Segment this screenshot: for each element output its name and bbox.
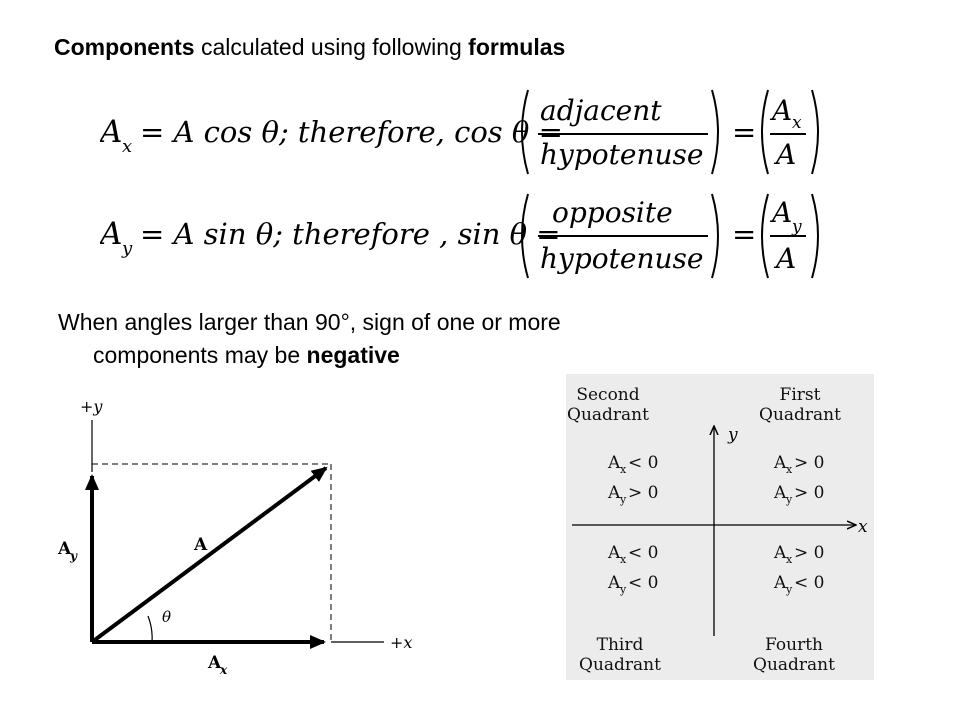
q4-ay-rel: < 0	[794, 573, 825, 593]
fx-eq: =	[732, 115, 757, 149]
fy-num2: A	[772, 196, 793, 229]
ax-sub: x	[220, 663, 228, 677]
first-quadrant-line1: First	[779, 385, 821, 405]
ay-label: A	[58, 539, 72, 559]
q3-ax-rel: < 0	[628, 543, 659, 563]
q1-ax-rel: > 0	[794, 453, 825, 473]
fx-den1: hypotenuse	[540, 138, 704, 171]
vector-figure	[56, 392, 436, 688]
fy-den1: hypotenuse	[540, 242, 704, 275]
title-formulas: formulas	[468, 34, 566, 60]
q3-ax-a: A	[608, 543, 621, 563]
title-components: Components	[54, 34, 195, 60]
q3-ax-sub: x	[620, 553, 627, 566]
formula-ay	[100, 188, 840, 288]
title-middle: calculated using following	[194, 34, 469, 60]
plus-y-label: +y	[80, 397, 103, 416]
q2-ax-rel: < 0	[628, 453, 659, 473]
a-vector	[92, 468, 326, 642]
fx-paren-l2	[762, 90, 768, 174]
fy-lhs-sub: y	[122, 238, 133, 259]
q2-ay-sub: y	[620, 493, 627, 506]
ay-sub: y	[70, 549, 77, 563]
formula-ax	[100, 82, 840, 182]
ax-label: A	[208, 653, 222, 673]
plus-x-label: +x	[390, 633, 413, 652]
q1-ay-rel: > 0	[794, 483, 825, 503]
q3-ay-sub: y	[620, 583, 627, 596]
fy-paren-r2	[812, 194, 818, 278]
fourth-quadrant-line1: Fourth	[765, 635, 823, 655]
a-label: A	[194, 535, 208, 555]
q4-ax-rel: > 0	[794, 543, 825, 563]
q2-ay-a: A	[608, 483, 621, 503]
q2-ax-a: A	[608, 453, 621, 473]
third-quadrant-line1: Third	[596, 635, 644, 655]
fx-num2: A	[772, 94, 793, 127]
fy-mid: = A sin θ; therefore , sin θ =	[140, 217, 561, 251]
quad-x-label: x	[858, 517, 868, 537]
q4-ay-sub: y	[786, 583, 793, 596]
q4-ax-sub: x	[786, 553, 793, 566]
fy-paren-r1	[712, 194, 718, 278]
second-quadrant-line2: Quadrant	[567, 405, 649, 425]
fourth-quadrant-line2: Quadrant	[753, 655, 835, 675]
angle-arc	[148, 616, 152, 642]
note-line2	[58, 339, 758, 372]
q1-ax-sub: x	[786, 463, 793, 476]
fx-paren-r2	[812, 90, 818, 174]
q2-ax-sub: x	[620, 463, 627, 476]
fx-lhs-sub: x	[122, 136, 133, 157]
negative-note	[58, 306, 758, 372]
fx-num1: adjacent	[540, 94, 662, 127]
q3-ay-a: A	[608, 573, 621, 593]
slide-title	[54, 34, 565, 61]
fx-den2: A	[776, 138, 797, 171]
note-negative: negative	[306, 342, 400, 368]
quad-y-label: y	[728, 425, 738, 445]
fx-num2-sub: x	[792, 113, 802, 133]
fx-lhs: A	[100, 114, 123, 150]
fy-num1: opposite	[552, 196, 673, 229]
third-quadrant-line2: Quadrant	[579, 655, 661, 675]
q1-ay-a: A	[774, 483, 787, 503]
quadrant-figure	[566, 374, 874, 680]
theta-label: θ	[162, 608, 172, 626]
second-quadrant-line1: Second	[576, 385, 640, 405]
fy-paren-l2	[762, 194, 768, 278]
q4-ax-a: A	[774, 543, 787, 563]
note-line1: When angles larger than 90°, sign of one or more	[58, 309, 561, 335]
fy-den2: A	[776, 242, 797, 275]
q1-ax-a: A	[774, 453, 787, 473]
q1-ay-sub: y	[786, 493, 793, 506]
fx-mid: = A cos θ; therefore, cos θ =	[140, 115, 563, 149]
first-quadrant-line2: Quadrant	[759, 405, 841, 425]
fy-eq: =	[732, 217, 757, 251]
note-line2-prefix: components may be	[93, 342, 307, 368]
fy-num2-sub: y	[792, 217, 802, 237]
q2-ay-rel: > 0	[628, 483, 659, 503]
q3-ay-rel: < 0	[628, 573, 659, 593]
fy-lhs: A	[100, 216, 123, 252]
fx-paren-r1	[712, 90, 718, 174]
q4-ay-a: A	[774, 573, 787, 593]
